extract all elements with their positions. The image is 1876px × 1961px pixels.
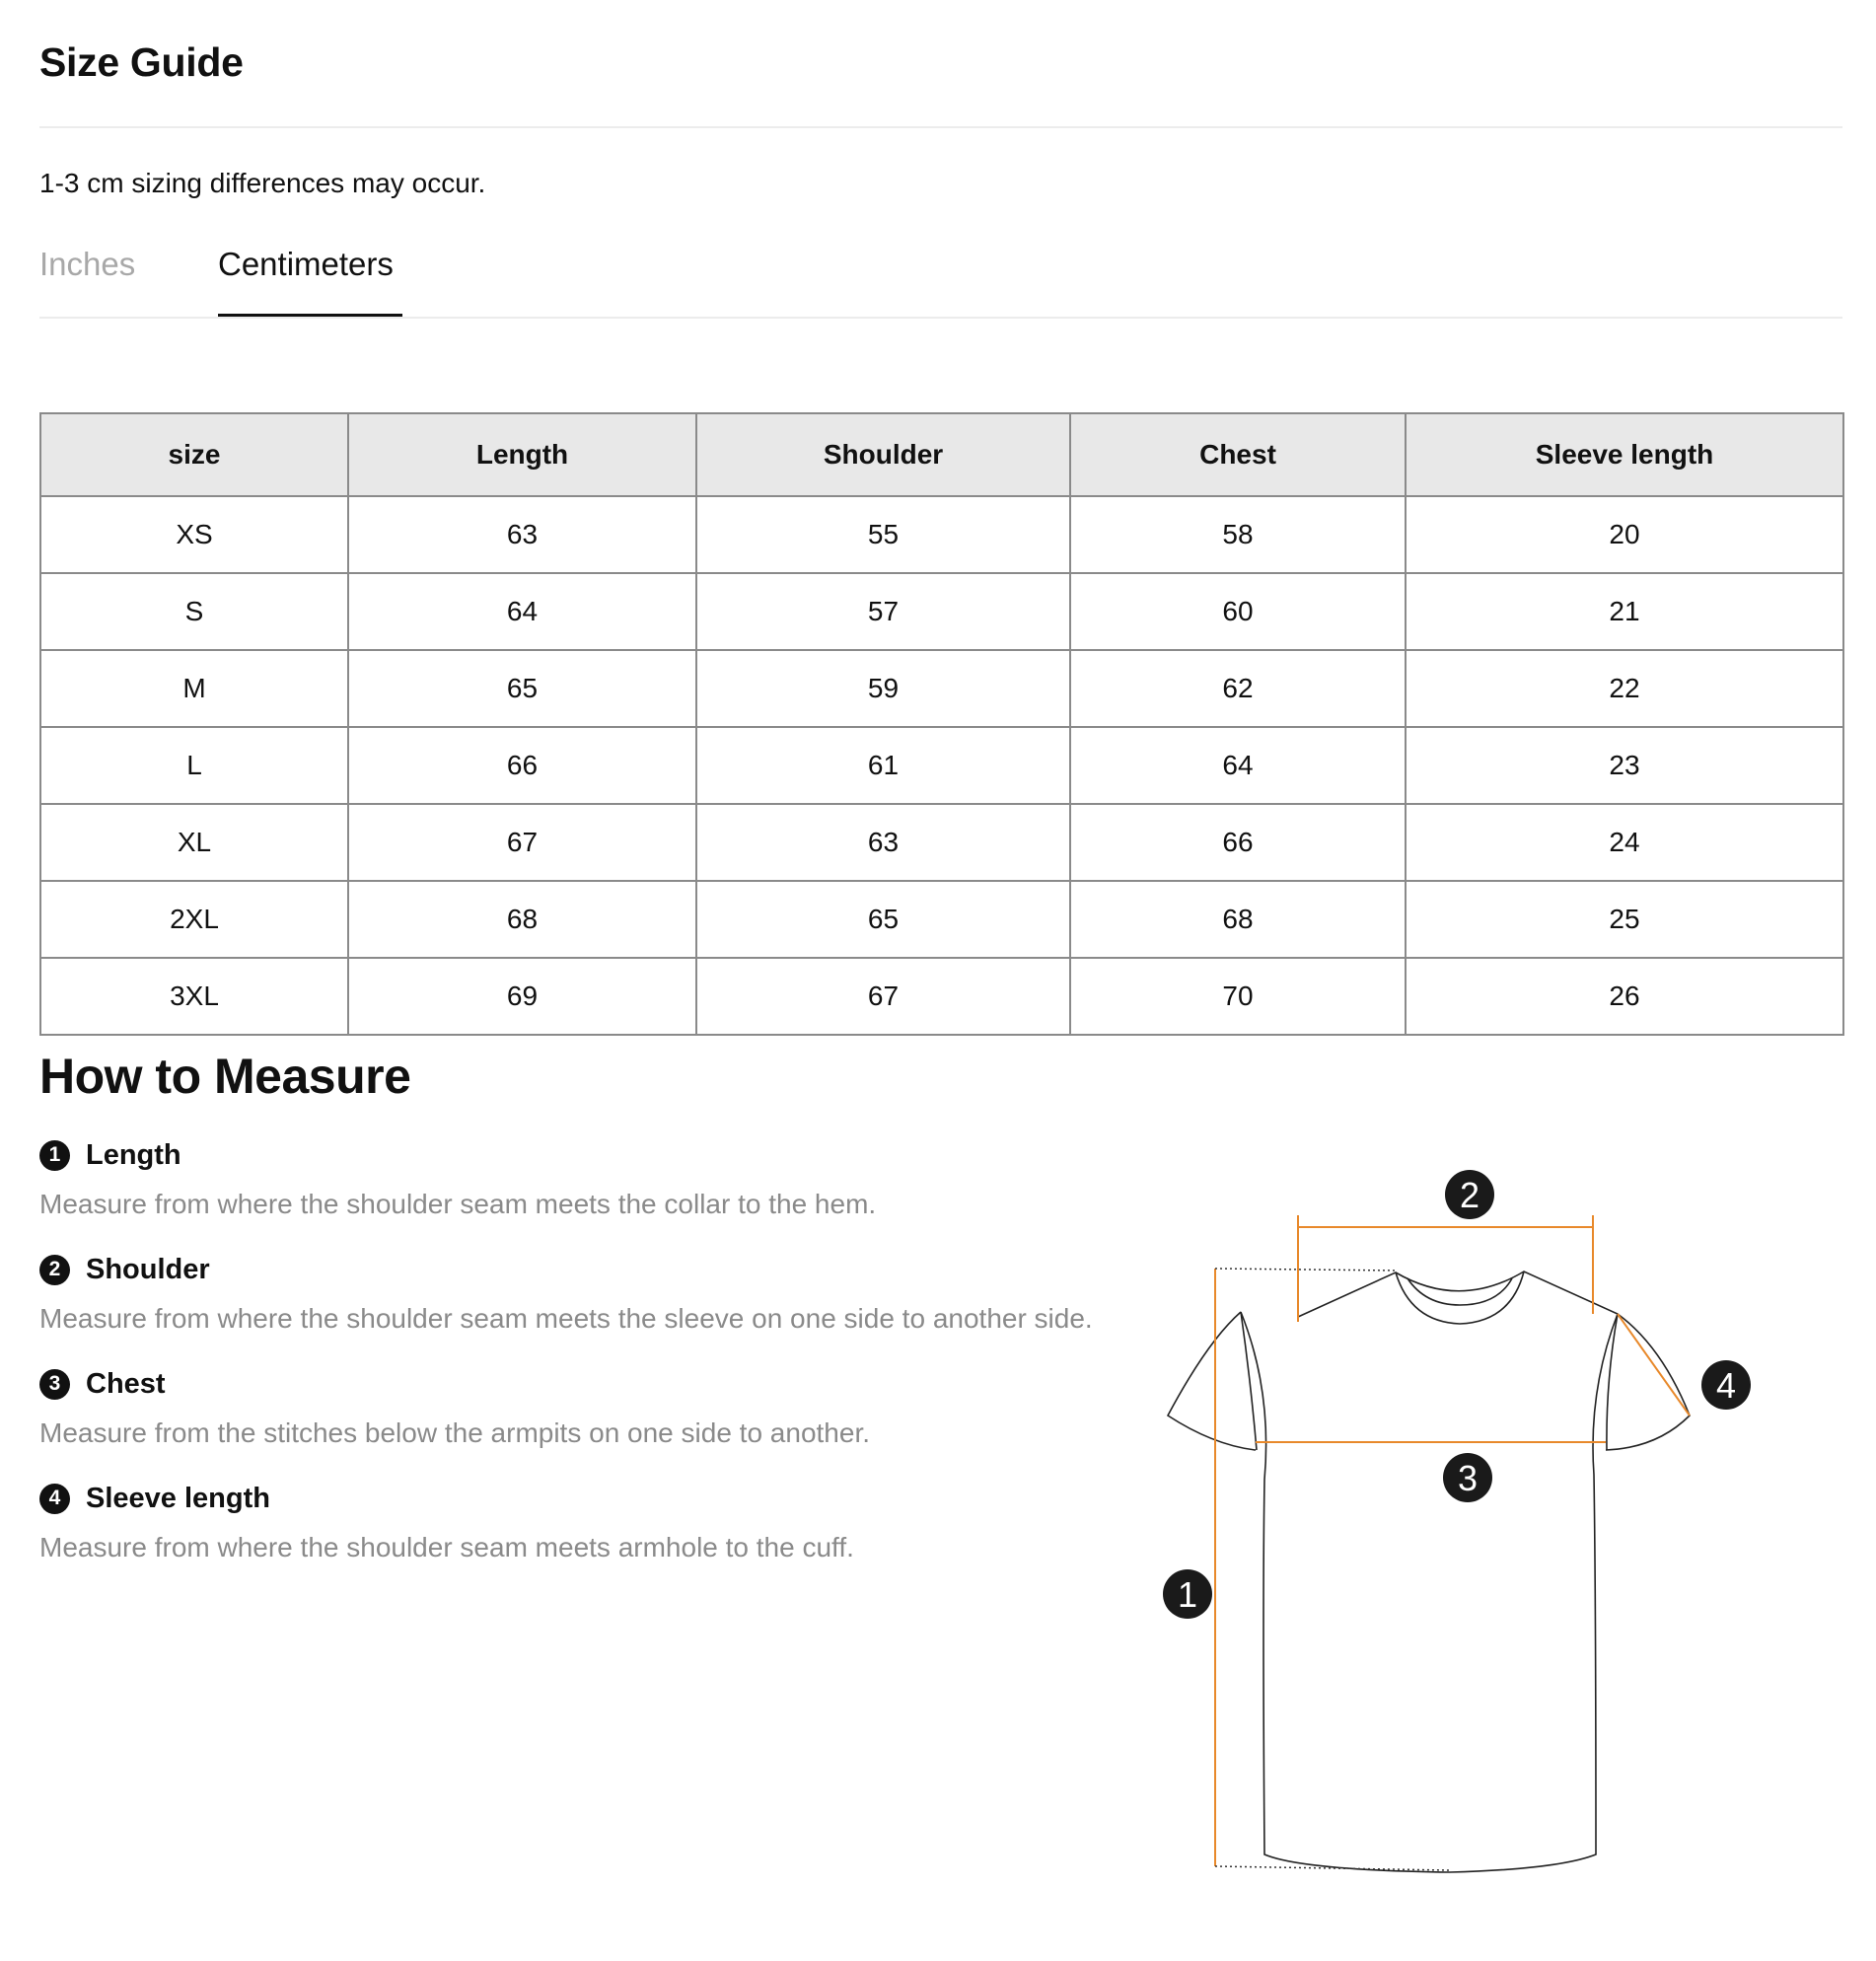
tshirt-outline: [1168, 1271, 1690, 1872]
step-description: Measure from the stitches below the armpits on one side to another.: [39, 1417, 871, 1448]
length-cell: 64: [348, 573, 696, 650]
step-number-badge: 2: [39, 1255, 70, 1285]
table-row: [40, 881, 1843, 958]
table-row: [40, 804, 1843, 881]
sleeve-length-cell: 23: [1406, 727, 1843, 804]
tab-centimeters[interactable]: Centimeters: [218, 246, 394, 282]
page-title: Size Guide: [39, 39, 244, 85]
marker-sleeve: [1701, 1360, 1751, 1410]
measure-step-chest: [39, 1364, 871, 1448]
marker-chest: [1443, 1453, 1492, 1502]
chest-cell: 62: [1070, 650, 1406, 727]
table-header-row: [40, 413, 1843, 496]
size-cell: L: [40, 727, 348, 804]
length-cell: 65: [348, 650, 696, 727]
chest-cell: 66: [1070, 804, 1406, 881]
length-cell: 63: [348, 496, 696, 573]
size-cell: S: [40, 573, 348, 650]
measure-step-shoulder: [39, 1250, 1093, 1334]
column-header-shoulder: Shoulder: [696, 413, 1070, 496]
svg-text:1: 1: [1177, 1574, 1198, 1615]
table-row: [40, 650, 1843, 727]
shoulder-cell: 59: [696, 650, 1070, 727]
step-description: Measure from where the shoulder seam meets the collar to the hem.: [39, 1189, 877, 1219]
measure-step-sleeve-length: [39, 1479, 854, 1562]
measurement-lines: [1215, 1215, 1690, 1866]
size-table: [39, 412, 1844, 1036]
step-label: Shoulder: [86, 1253, 210, 1285]
length-cell: 66: [348, 727, 696, 804]
svg-text:2: 2: [1459, 1175, 1480, 1215]
column-header-size: size: [40, 413, 348, 496]
sleeve-length-cell: 26: [1406, 958, 1843, 1035]
column-header-sleeve-length: Sleeve length: [1406, 413, 1843, 496]
divider: [39, 317, 1842, 319]
step-description: Measure from where the shoulder seam meets armhole to the cuff.: [39, 1532, 854, 1562]
table-row: [40, 496, 1843, 573]
divider: [39, 126, 1842, 128]
step-number-badge: 4: [39, 1484, 70, 1514]
shoulder-cell: 61: [696, 727, 1070, 804]
step-number-badge: 3: [39, 1369, 70, 1400]
size-cell: 2XL: [40, 881, 348, 958]
how-to-measure-title: How to Measure: [39, 1049, 411, 1104]
table-row: [40, 573, 1843, 650]
sleeve-length-cell: 24: [1406, 804, 1843, 881]
length-cell: 67: [348, 804, 696, 881]
measure-step-length: [39, 1135, 877, 1219]
size-cell: 3XL: [40, 958, 348, 1035]
shoulder-cell: 63: [696, 804, 1070, 881]
size-cell: XS: [40, 496, 348, 573]
tshirt-measurement-diagram: [1124, 1164, 1795, 1914]
table-row: [40, 958, 1843, 1035]
chest-cell: 70: [1070, 958, 1406, 1035]
step-description: Measure from where the shoulder seam meets the sleeve on one side to another side.: [39, 1303, 1093, 1334]
table-row: [40, 727, 1843, 804]
step-number-badge: 1: [39, 1140, 70, 1171]
unit-tabs: [39, 245, 1842, 320]
marker-shoulder: [1445, 1170, 1494, 1219]
column-header-chest: Chest: [1070, 413, 1406, 496]
guide-dotted-lines: [1215, 1269, 1450, 1870]
shoulder-cell: 55: [696, 496, 1070, 573]
chest-cell: 64: [1070, 727, 1406, 804]
step-label: Chest: [86, 1367, 166, 1400]
svg-text:4: 4: [1715, 1365, 1737, 1406]
shoulder-cell: 57: [696, 573, 1070, 650]
marker-length: [1163, 1569, 1212, 1619]
shoulder-cell: 65: [696, 881, 1070, 958]
sleeve-length-cell: 21: [1406, 573, 1843, 650]
chest-cell: 58: [1070, 496, 1406, 573]
sleeve-length-cell: 25: [1406, 881, 1843, 958]
sizing-note: 1-3 cm sizing differences may occur.: [39, 168, 486, 198]
sleeve-length-cell: 20: [1406, 496, 1843, 573]
column-header-length: Length: [348, 413, 696, 496]
tab-inches[interactable]: Inches: [39, 246, 136, 282]
length-cell: 68: [348, 881, 696, 958]
svg-text:3: 3: [1457, 1458, 1479, 1498]
step-label: Sleeve length: [86, 1482, 270, 1514]
sleeve-length-cell: 22: [1406, 650, 1843, 727]
shoulder-cell: 67: [696, 958, 1070, 1035]
chest-cell: 60: [1070, 573, 1406, 650]
step-label: Length: [86, 1138, 181, 1171]
size-cell: M: [40, 650, 348, 727]
length-cell: 69: [348, 958, 696, 1035]
size-cell: XL: [40, 804, 348, 881]
chest-cell: 68: [1070, 881, 1406, 958]
